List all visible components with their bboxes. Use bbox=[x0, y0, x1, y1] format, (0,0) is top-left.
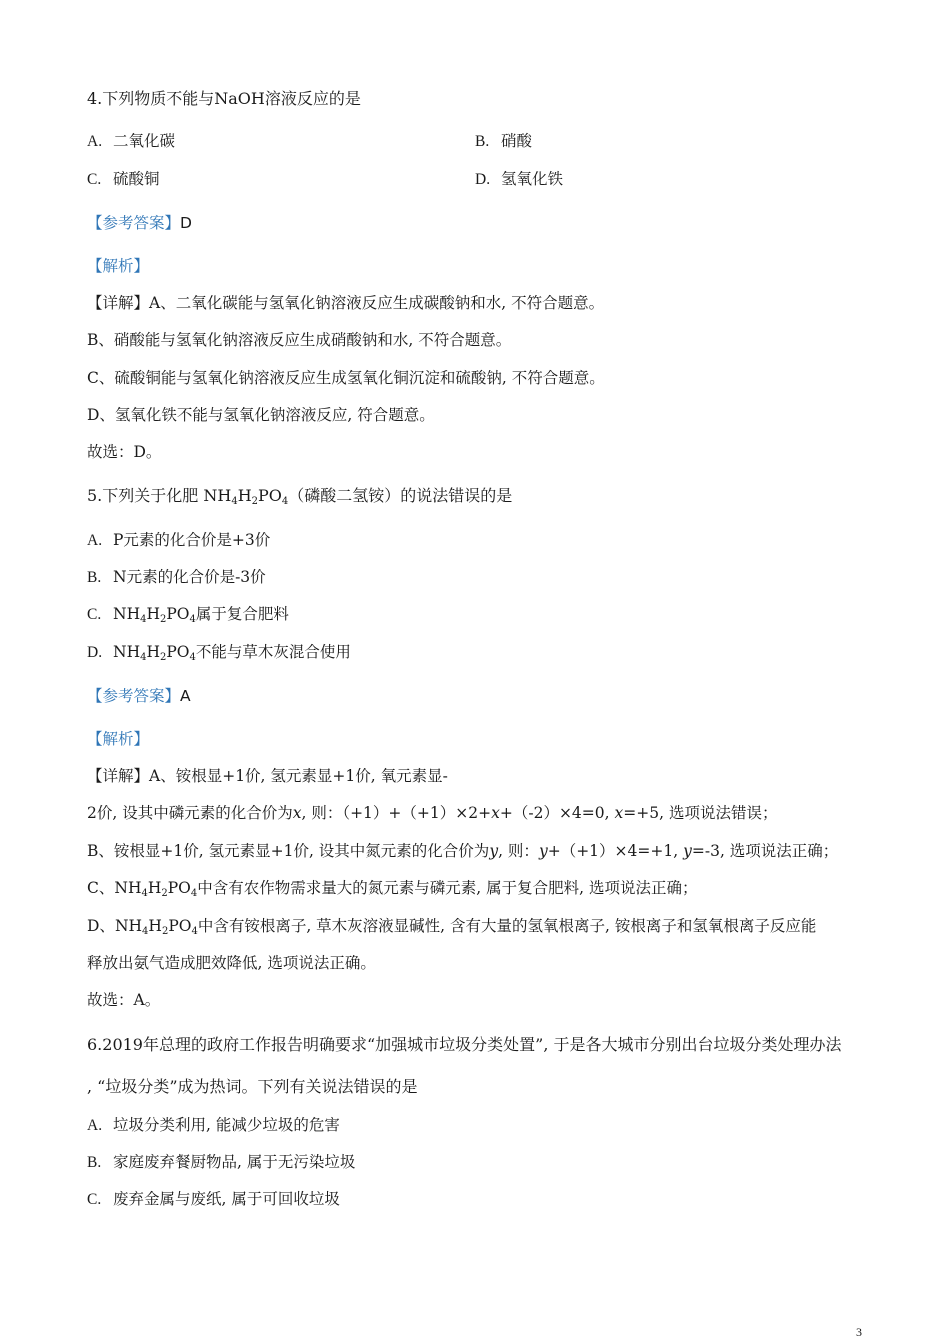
q4-option-d: D. 氢氧化铁 bbox=[475, 170, 564, 188]
q5-detail-c: C、$NH_4H_2PO_4$中含有农作物需求量大的氮元素与磷元素, 属于复合肥料, 选项说法正确； bbox=[87, 879, 698, 899]
q4-detail-b: B、硝酸能与氢氧化钠溶液反应生成硝酸钠和水, 不符合题意。 bbox=[87, 331, 512, 349]
q5-answer: 【参考答案】A bbox=[87, 687, 191, 705]
q4-detail-a: 【详解】A、二氧化碳能与氢氧化钠溶液反应生成碳酸钠和水, 不符合题意。 bbox=[87, 294, 605, 312]
q4-option-c: C. 硫酸铜 bbox=[87, 170, 160, 188]
q6-option-b: B. 家庭废弃餐厨物品, 属于无污染垃圾 bbox=[87, 1153, 356, 1171]
detail-label: 【详解】 bbox=[87, 767, 150, 785]
q4-option-b: B. 硝酸 bbox=[475, 132, 533, 150]
q5-detail-d-cont: 释放出氨气造成肥效降低, 选项说法正确。 bbox=[87, 954, 376, 972]
q4-answer: 【参考答案】D bbox=[87, 214, 192, 232]
q4-analysis-label: 【解析】 bbox=[87, 257, 150, 275]
q4-option-a: A. 二氧化碳 bbox=[87, 132, 176, 150]
q6-stem-line2: , “垃圾分类”成为热词。下列有关说法错误的是 bbox=[87, 1077, 418, 1096]
q6-option-c: C. 废弃金属与废纸, 属于可回收垃圾 bbox=[87, 1190, 340, 1208]
q5-detail-b: B、铵根显+1价, 氢元素显+1价, 设其中氮元素的化合价为y, 则：y+（+1）×4=+1, y=-3, 选项说法正确； bbox=[87, 842, 839, 860]
q5-option-a: A. P元素的化合价是+3价 bbox=[87, 531, 271, 549]
q4-stem: 4.下列物质不能与NaOH溶液反应的是 bbox=[87, 89, 361, 108]
q5-conclusion: 故选：A。 bbox=[87, 991, 161, 1009]
q6-stem-line1: 6.2019年总理的政府工作报告明确要求“加强城市垃圾分类处置”, 于是各大城市分别出台垃圾分类处理办法 bbox=[87, 1035, 842, 1054]
q5-option-b: B. N元素的化合价是-3价 bbox=[87, 568, 266, 586]
page-number: 3 bbox=[856, 1325, 862, 1339]
q5-option-d: D. $NH_4H_2PO_4$不能与草木灰混合使用 bbox=[87, 643, 351, 663]
q5-option-c: C. $NH_4H_2PO_4$属于复合肥料 bbox=[87, 605, 289, 625]
q6-option-a: A. 垃圾分类利用, 能减少垃圾的危害 bbox=[87, 1116, 340, 1134]
q4-conclusion: 故选：D。 bbox=[87, 443, 162, 461]
detail-label: 【详解】 bbox=[87, 294, 150, 312]
q5-detail-a2: 2价, 设其中磷元素的化合价为x, 则：（+1）+（+1）×2+x+（-2）×4=0, x=+5, 选项说法错误； bbox=[87, 804, 778, 822]
q4-detail-d: D、氢氧化铁不能与氢氧化钠溶液反应, 符合题意。 bbox=[87, 406, 435, 424]
q5-detail-a1: 【详解】A、铵根显+1价, 氢元素显+1价, 氧元素显- bbox=[87, 767, 448, 785]
q4-detail-c: C、硫酸铜能与氢氧化钠溶液反应生成氢氧化铜沉淀和硫酸钠, 不符合题意。 bbox=[87, 369, 605, 387]
q5-detail-d: D、$NH_4H_2PO_4$中含有铵根离子, 草木灰溶液显碱性, 含有大量的氢氧根离子, 铵根离子和氢氧根离子反应能 bbox=[87, 917, 817, 937]
q5-stem: 5.下列关于化肥 $NH_4H_2PO_4$（磷酸二氢铵）的说法错误的是 bbox=[87, 486, 513, 507]
q5-analysis-label: 【解析】 bbox=[87, 730, 150, 748]
